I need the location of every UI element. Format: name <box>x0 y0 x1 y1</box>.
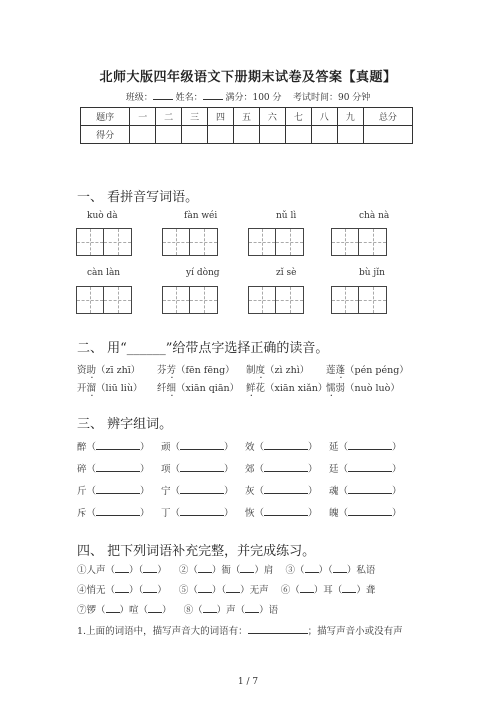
pronunciation-item[interactable]: 莲蓬（pén péng） <box>326 365 409 376</box>
section-1-title: 一、 看拼音写词语。 <box>77 190 199 205</box>
word-group-item[interactable]: 碎（ ） <box>77 464 150 475</box>
word-group-item[interactable]: 顽（ ） <box>161 442 234 453</box>
word-group-item[interactable]: 廷（ ） <box>329 464 402 475</box>
fill-line-3[interactable]: ⑦锣（ ）喧（ ） ⑧（ ）声（ ）语 <box>77 605 279 616</box>
page-title: 北师大版四年级语文下册期末试卷及答案【真题】 <box>99 70 397 85</box>
answer-blank[interactable] <box>180 506 224 516</box>
class-blank <box>153 91 173 100</box>
word-group-char: 灰 <box>245 486 255 497</box>
word-group-char: 碎 <box>77 464 87 475</box>
writing-grid[interactable] <box>76 286 132 314</box>
answer-blank[interactable] <box>180 440 224 450</box>
pinyin: fàn wéi <box>184 211 218 221</box>
word-group-item[interactable]: 斤（ ） <box>77 486 150 497</box>
pronunciation-item[interactable]: 懦弱（nuò luò） <box>326 383 400 394</box>
pronunciation-item[interactable]: 鲜花（xiān xiǎn） <box>246 383 328 394</box>
writing-grid[interactable] <box>248 286 304 314</box>
word-group-char: 效 <box>245 442 255 453</box>
section-4-title: 四、 把下列词语补充完整，并完成练习。 <box>77 544 316 559</box>
score-header-cell: 三 <box>182 108 208 126</box>
answer-blank[interactable] <box>264 484 308 494</box>
word-group-char: 魂 <box>329 486 339 497</box>
answer-blank[interactable] <box>96 462 140 472</box>
pinyin: zǐ sè <box>276 268 297 278</box>
name-blank <box>203 91 223 100</box>
writing-grid[interactable] <box>162 228 218 256</box>
score-cell[interactable] <box>182 126 208 144</box>
section-3-title: 三、 辨字组词。 <box>77 417 173 432</box>
word-group-item[interactable]: 灰（ ） <box>245 486 318 497</box>
score-header-row <box>81 108 413 126</box>
score-cell[interactable] <box>156 126 182 144</box>
score-cell[interactable] <box>311 126 337 144</box>
answer-blank[interactable] <box>180 462 224 472</box>
score-cell[interactable] <box>285 126 311 144</box>
word-group-char: 魄 <box>329 508 339 519</box>
score-value-row <box>81 126 413 144</box>
score-row-label: 得分 <box>81 126 130 144</box>
word-group-item[interactable]: 魂（ ） <box>329 486 402 497</box>
word-group-char: 醉 <box>77 442 87 453</box>
pronunciation-item[interactable]: 开溜（liū liù） <box>77 383 143 394</box>
pronunciation-item[interactable]: 资助（zī zhī） <box>77 365 141 376</box>
word-group-char: 斤 <box>77 486 87 497</box>
pronunciation-item[interactable]: 芬芳（fēn fēng） <box>157 365 235 376</box>
score-header-cell: 总分 <box>363 108 412 126</box>
word-group-char: 斥 <box>77 508 87 519</box>
pinyin: càn làn <box>87 268 121 278</box>
name-label: 姓名： <box>175 93 203 103</box>
writing-grid[interactable] <box>331 228 387 256</box>
word-group-item[interactable]: 斥（ ） <box>77 508 150 519</box>
answer-blank[interactable] <box>264 440 308 450</box>
score-header-cell: 一 <box>130 108 156 126</box>
writing-grid[interactable] <box>248 228 304 256</box>
word-group-char: 宁 <box>161 486 171 497</box>
score-header-cell: 五 <box>234 108 260 126</box>
word-group-char: 项 <box>161 464 171 475</box>
score-cell[interactable] <box>130 126 156 144</box>
exam-info <box>0 90 496 103</box>
class-label: 班级： <box>125 93 153 103</box>
word-group-item[interactable]: 醉（ ） <box>77 442 150 453</box>
writing-grid[interactable] <box>76 228 132 256</box>
word-group-item[interactable]: 项（ ） <box>161 464 234 475</box>
word-group-char: 顽 <box>161 442 171 453</box>
score-header-cell: 九 <box>337 108 363 126</box>
word-group-item[interactable]: 宁（ ） <box>161 486 234 497</box>
word-group-char: 恢 <box>245 508 255 519</box>
score-table <box>80 107 413 144</box>
page-number: 1 / 7 <box>237 677 259 687</box>
score-cell[interactable] <box>259 126 285 144</box>
answer-blank[interactable] <box>96 506 140 516</box>
pinyin: yí dòng <box>186 268 220 278</box>
score-header-cell: 六 <box>259 108 285 126</box>
word-group-char: 廷 <box>329 464 339 475</box>
pinyin: kuò dà <box>87 211 118 221</box>
word-group-char: 郊 <box>245 464 255 475</box>
answer-blank[interactable] <box>264 462 308 472</box>
word-group-item[interactable]: 恢（ ） <box>245 508 318 519</box>
fill-line-2[interactable]: ④悄无（ ）（ ） ⑤（ ）（ ）无声 ⑥（ ）耳（ ）聋 <box>77 585 376 596</box>
answer-blank[interactable] <box>348 462 392 472</box>
pinyin: nǔ lì <box>276 211 297 221</box>
score-cell[interactable] <box>234 126 260 144</box>
writing-grid[interactable] <box>331 286 387 314</box>
exam-time: 考试时间：90 分钟 <box>292 93 371 103</box>
answer-blank[interactable] <box>180 484 224 494</box>
word-group-item[interactable]: 延（ ） <box>329 442 402 453</box>
answer-blank[interactable] <box>96 440 140 450</box>
answer-blank[interactable] <box>348 484 392 494</box>
pronunciation-item[interactable]: 纤细（xiān qiān） <box>157 383 240 394</box>
word-group-item[interactable]: 丁（ ） <box>161 508 234 519</box>
question-1[interactable]: 1.上面的词语中，描写声音大的词语有： ；描写声音小或没有声 <box>77 626 403 637</box>
score-cell[interactable] <box>363 126 412 144</box>
score-header-cell: 八 <box>311 108 337 126</box>
writing-grid[interactable] <box>162 286 218 314</box>
pronunciation-item[interactable]: 制度（zì zhì） <box>246 365 310 376</box>
fill-line-1[interactable]: ①人声（ ）（ ） ②（ ）衙（ ）肩 ③（ ）（ ）私语 <box>77 565 376 576</box>
score-header-cell: 七 <box>285 108 311 126</box>
word-group-char: 延 <box>329 442 339 453</box>
word-group-item[interactable]: 郊（ ） <box>245 464 318 475</box>
pinyin: chà nà <box>359 211 390 221</box>
pinyin: bù jǐn <box>359 268 385 278</box>
word-group-item[interactable]: 魄（ ） <box>329 508 402 519</box>
score-header-cell: 四 <box>208 108 234 126</box>
score-cell[interactable] <box>337 126 363 144</box>
score-cell[interactable] <box>208 126 234 144</box>
answer-blank[interactable] <box>96 484 140 494</box>
word-group-char: 丁 <box>161 508 171 519</box>
score-header-cell: 二 <box>156 108 182 126</box>
answer-blank[interactable] <box>264 506 308 516</box>
section-2-title: 二、 用“______”给带点字选择正确的读音。 <box>77 341 329 356</box>
answer-blank[interactable] <box>348 440 392 450</box>
full-score: 满分：100 分 <box>225 93 282 103</box>
answer-blank[interactable] <box>348 506 392 516</box>
word-group-item[interactable]: 效（ ） <box>245 442 318 453</box>
score-header-cell: 题序 <box>81 108 130 126</box>
